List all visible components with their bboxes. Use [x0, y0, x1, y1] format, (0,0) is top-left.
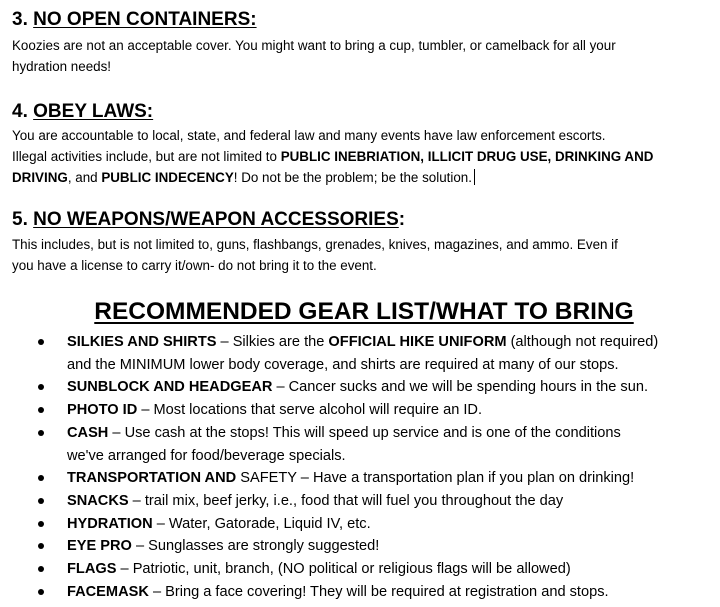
rule-3-title: NO OPEN CONTAINERS: — [33, 9, 257, 30]
gear-item-hydration: HYDRATION – Water, Gatorade, Liquid IV, etc. — [0, 513, 720, 536]
rule-3-line-2: hydration needs! — [12, 59, 112, 74]
rule-3-line-1: Koozies are not an acceptable cover. You might want to bring a cup, tumbler, or camelback for all your — [12, 38, 616, 53]
gear-item-snacks: SNACKS – trail mix, beef jerky, i.e., food that will fuel you throughout the day — [0, 490, 720, 513]
gear-item-photo-id: PHOTO ID – Most locations that serve alcohol will require an ID. — [0, 399, 720, 422]
rule-5-title-colon: : — [398, 209, 406, 230]
gear-item-sunblock: SUNBLOCK AND HEADGEAR – Cancer sucks and we will be spending hours in the sun. — [0, 376, 720, 399]
bullet-icon — [38, 384, 44, 390]
bullet-icon — [38, 543, 44, 549]
bullet-icon — [38, 430, 44, 436]
rule-3-number: 3. — [12, 9, 28, 30]
text-cursor — [474, 169, 475, 185]
gear-item-transportation: TRANSPORTATION AND SAFETY – Have a transportation plan if you plan on drinking! — [0, 467, 720, 490]
gear-item-flags: FLAGS – Patriotic, unit, branch, (NO political or religious flags will be allowed) — [0, 558, 720, 581]
bullet-icon — [38, 498, 44, 504]
rule-4-line-1: You are accountable to local, state, and federal law and many events have law enforcement escorts. — [12, 128, 606, 143]
gear-list — [0, 331, 720, 603]
gear-item-silkies: SILKIES AND SHIRTS – Silkies are the OFFICIAL HIKE UNIFORM (although not required) and the MINIMUM lower body coverage, and shirts are required at many of our stops. — [0, 331, 720, 376]
rule-4-heading — [12, 101, 153, 123]
rule-5-heading — [12, 209, 405, 231]
rule-3-heading — [12, 9, 257, 31]
rule-5-line-2: you have a license to carry it/own- do not bring it to the event. — [12, 258, 377, 273]
gear-item-eye-pro: EYE PRO – Sunglasses are strongly suggested! — [0, 535, 720, 558]
gear-item-cash: CASH – Use cash at the stops! This will speed up service and is one of the conditions we've arranged for food/beverage specials. — [0, 422, 720, 467]
gear-list-title: RECOMMENDED GEAR LIST/WHAT TO BRING — [94, 298, 634, 325]
gear-item-facemask: FACEMASK – Bring a face covering! They will be required at registration and stops. — [0, 581, 720, 604]
bullet-icon — [38, 407, 44, 413]
rule-5-number: 5. — [12, 209, 28, 230]
rule-4-line-3: DRIVING, and PUBLIC INDECENCY! Do not be the problem; be the solution. — [12, 167, 712, 188]
rule-4-body — [12, 125, 712, 188]
bullet-icon — [38, 475, 44, 481]
rule-4-title: OBEY LAWS: — [33, 101, 154, 122]
rule-5-line-1: This includes, but is not limited to, guns, flashbangs, grenades, knives, magazines, and ammo. Even if — [12, 237, 618, 252]
rule-4-line-2: Illegal activities include, but are not limited to PUBLIC INEBRIATION, ILLICIT DRUG USE, DRINKING AND — [12, 149, 654, 164]
bullet-icon — [38, 566, 44, 572]
bullet-icon — [38, 521, 44, 527]
rule-3-body — [12, 35, 712, 77]
bullet-icon — [38, 589, 44, 595]
rule-5-body — [12, 234, 712, 276]
rule-4-number: 4. — [12, 101, 28, 122]
bullet-icon — [38, 339, 44, 345]
rule-5-title: NO WEAPONS/WEAPON ACCESSORIES — [33, 209, 399, 230]
